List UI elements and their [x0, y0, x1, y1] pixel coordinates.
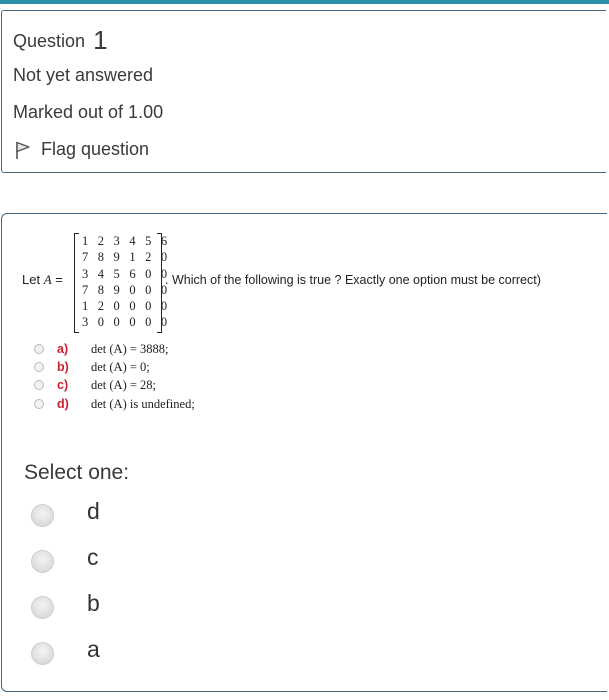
option-text: det (A) = 28;	[91, 377, 157, 392]
question-option	[34, 359, 150, 375]
question-number-value: 1	[93, 25, 108, 55]
option-text: det (A) = 3888;	[91, 341, 169, 356]
option-letter: d)	[57, 397, 69, 411]
answer-choice-c[interactable]	[31, 544, 99, 574]
answer-radio[interactable]	[31, 550, 54, 573]
question-grade: Marked out of 1.00	[13, 102, 164, 122]
answer-label[interactable]: c	[87, 544, 99, 570]
option-bullet-icon	[34, 380, 44, 390]
matrix-row: 1 2 3 4 5 6	[82, 234, 171, 248]
question-content-panel	[1, 213, 607, 692]
flag-icon	[13, 140, 33, 160]
option-letter: a)	[57, 342, 69, 356]
question-text	[2, 214, 607, 414]
top-accent-bar	[0, 0, 609, 4]
option-bullet-icon	[34, 399, 44, 409]
flag-question-link[interactable]	[13, 139, 149, 160]
matrix-row: 3 4 5 6 0 0	[82, 267, 171, 281]
matrix-row: 7 8 9 0 0 0	[82, 283, 171, 297]
option-letter: b)	[57, 360, 69, 374]
flag-question-label: Flag question	[41, 139, 150, 159]
question-option	[34, 396, 195, 412]
answer-radio[interactable]	[31, 642, 54, 665]
matrix-row: 7 8 9 1 2 0	[82, 250, 171, 264]
answer-choice-d[interactable]	[31, 498, 100, 528]
answer-label[interactable]: d	[87, 498, 100, 524]
select-one-label: Select one:	[24, 461, 130, 484]
answer-choice-b[interactable]	[31, 590, 100, 620]
matrix-a	[74, 233, 171, 333]
question-state: Not yet answered	[13, 65, 154, 85]
question-label: Question	[13, 31, 86, 51]
answer-label[interactable]: b	[87, 590, 100, 616]
question-number	[13, 25, 108, 56]
option-bullet-icon	[34, 344, 44, 354]
option-text: det (A) is undefined;	[91, 396, 195, 411]
answer-radio[interactable]	[31, 504, 54, 527]
question-option	[34, 377, 157, 393]
question-info-panel	[1, 10, 606, 173]
matrix-row: 1 2 0 0 0 0	[82, 299, 171, 313]
matrix-definition-label: Let A =	[22, 272, 63, 287]
option-bullet-icon	[34, 362, 44, 372]
answer-radio[interactable]	[31, 596, 54, 619]
question-option	[34, 341, 169, 357]
question-prompt: . Which of the following is true ? Exactly one option must be correct)	[165, 273, 541, 287]
option-text: det (A) = 0;	[91, 359, 150, 374]
answer-label[interactable]: a	[87, 636, 100, 662]
option-letter: c)	[57, 378, 69, 392]
answer-choice-a[interactable]	[31, 636, 100, 666]
matrix-row: 3 0 0 0 0 0	[82, 315, 171, 329]
